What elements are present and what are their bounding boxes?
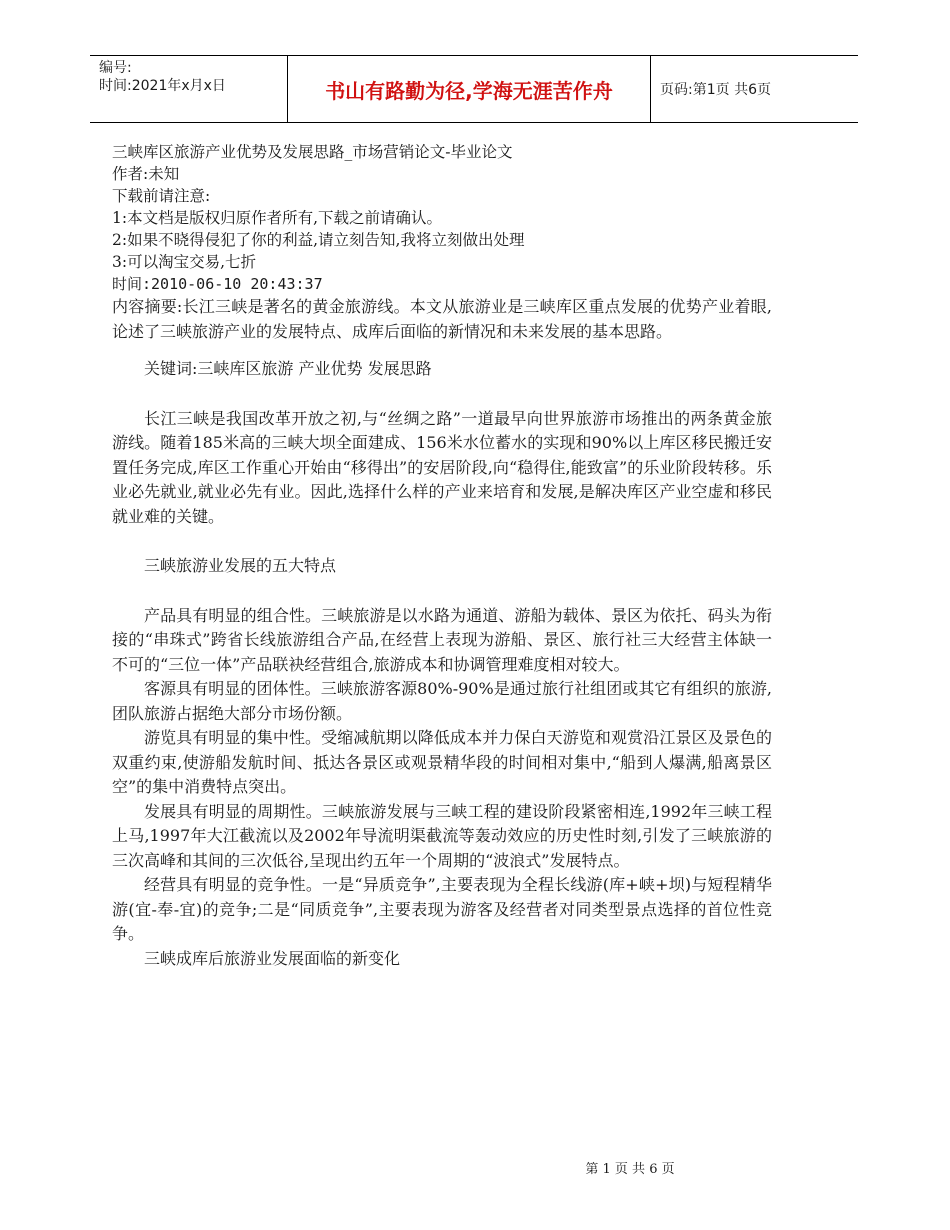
feature-paragraph: 游览具有明显的集中性。受缩减航期以降低成本并力保白天游览和观赏沿江景区及景色的双重约束,使游船发航时间、抵达各景区或观景精华段的时间相对集中,“船到人爆满,船离景区空”的集中消费特点突出。 xyxy=(112,728,772,796)
document-title: 三峡库区旅游产业优势及发展思路_市场营销论文-毕业论文 xyxy=(112,143,513,161)
header-meta xyxy=(99,59,279,95)
timestamp-line: 时间:2010-06-10 20:43:37 xyxy=(112,275,323,293)
notice-title: 下载前请注意: xyxy=(112,187,211,205)
feature-paragraph: 产品具有明显的组合性。三峡旅游是以水路为通道、游船为载体、景区为依托、码头为衔接的“串珠式”跨省长线旅游组合产品,在经营上表现为游船、景区、旅行社三大经营主体缺一不可的“三位一体”产品联袂经营组合,旅游成本和协调管理难度相对较大。 xyxy=(112,605,772,674)
page-footer: 第 1 页 共 6 页 xyxy=(585,1162,675,1177)
feature-paragraph: 经营具有明显的竞争性。一是“异质竞争”,主要表现为全程长线游(库+峡+坝)与短程精华游(宜-奉-宜)的竞争;二是“同质竞争”,主要表现为游客及经营者对同类型景点选择的首位性竞争。 xyxy=(112,875,772,943)
page-header xyxy=(90,55,858,123)
keywords-line: 关键词:三峡库区旅游 产业优势 发展思路 xyxy=(144,359,432,378)
section-heading: 三峡旅游业发展的五大特点 xyxy=(144,556,337,575)
document-date: 时间:2021年x月x日 xyxy=(99,78,226,94)
intro-paragraph: 长江三峡是我国改革开放之初,与“丝绸之路”一道最早向世界旅游市场推出的两条黄金旅游线。随着185米高的三峡大坝全面建成、156米水位蓄水的实现和90%以上库区移民搬迁安置任务完成,库区工作重心开始由“移得出”的安居阶段,向“稳得住,能致富”的乐业阶段转移。乐业必先就业,就业必先有业。因此,选择什么样的产业来培育和发展,是解决库区产业空虚和移民就业难的关键。 xyxy=(112,408,772,526)
abstract-paragraph: 内容摘要:长江三峡是著名的黄金旅游线。本文从旅游业是三峡库区重点发展的优势产业着眼,论述了三峡旅游产业的发展特点、成库后面临的新情况和未来发展的基本思路。 xyxy=(112,297,772,341)
author-line: 作者:未知 xyxy=(112,165,180,183)
document-number: 编号: xyxy=(99,60,132,76)
notice-item: 1:本文档是版权归原作者所有,下载之前请确认。 xyxy=(112,209,443,227)
feature-paragraph: 客源具有明显的团体性。三峡旅游客源80%-90%是通过旅行社组团或其它有组织的旅游,团队旅游占据绝大部分市场份额。 xyxy=(112,679,772,723)
feature-paragraph: 发展具有明显的周期性。三峡旅游发展与三峡工程的建设阶段紧密相连,1992年三峡工程上马,1997年大江截流以及2002年导流明渠截流等轰动效应的历史性时刻,引发了三峡旅游的三次高峰和其间的三次低谷,呈现出约五年一个周期的“波浪式”发展特点。 xyxy=(112,801,772,870)
notice-item: 3:可以淘宝交易,七折 xyxy=(112,253,257,271)
section-heading: 三峡成库后旅游业发展面临的新变化 xyxy=(144,948,401,968)
document-body xyxy=(112,141,772,971)
notice-item: 2:如果不晓得侵犯了你的利益,请立刻告知,我将立刻做出处理 xyxy=(112,231,525,249)
header-page-number: 页码:第1页 共6页 xyxy=(660,82,771,98)
header-motto: 书山有路勤为径,学海无涯苦作舟 xyxy=(287,56,651,122)
